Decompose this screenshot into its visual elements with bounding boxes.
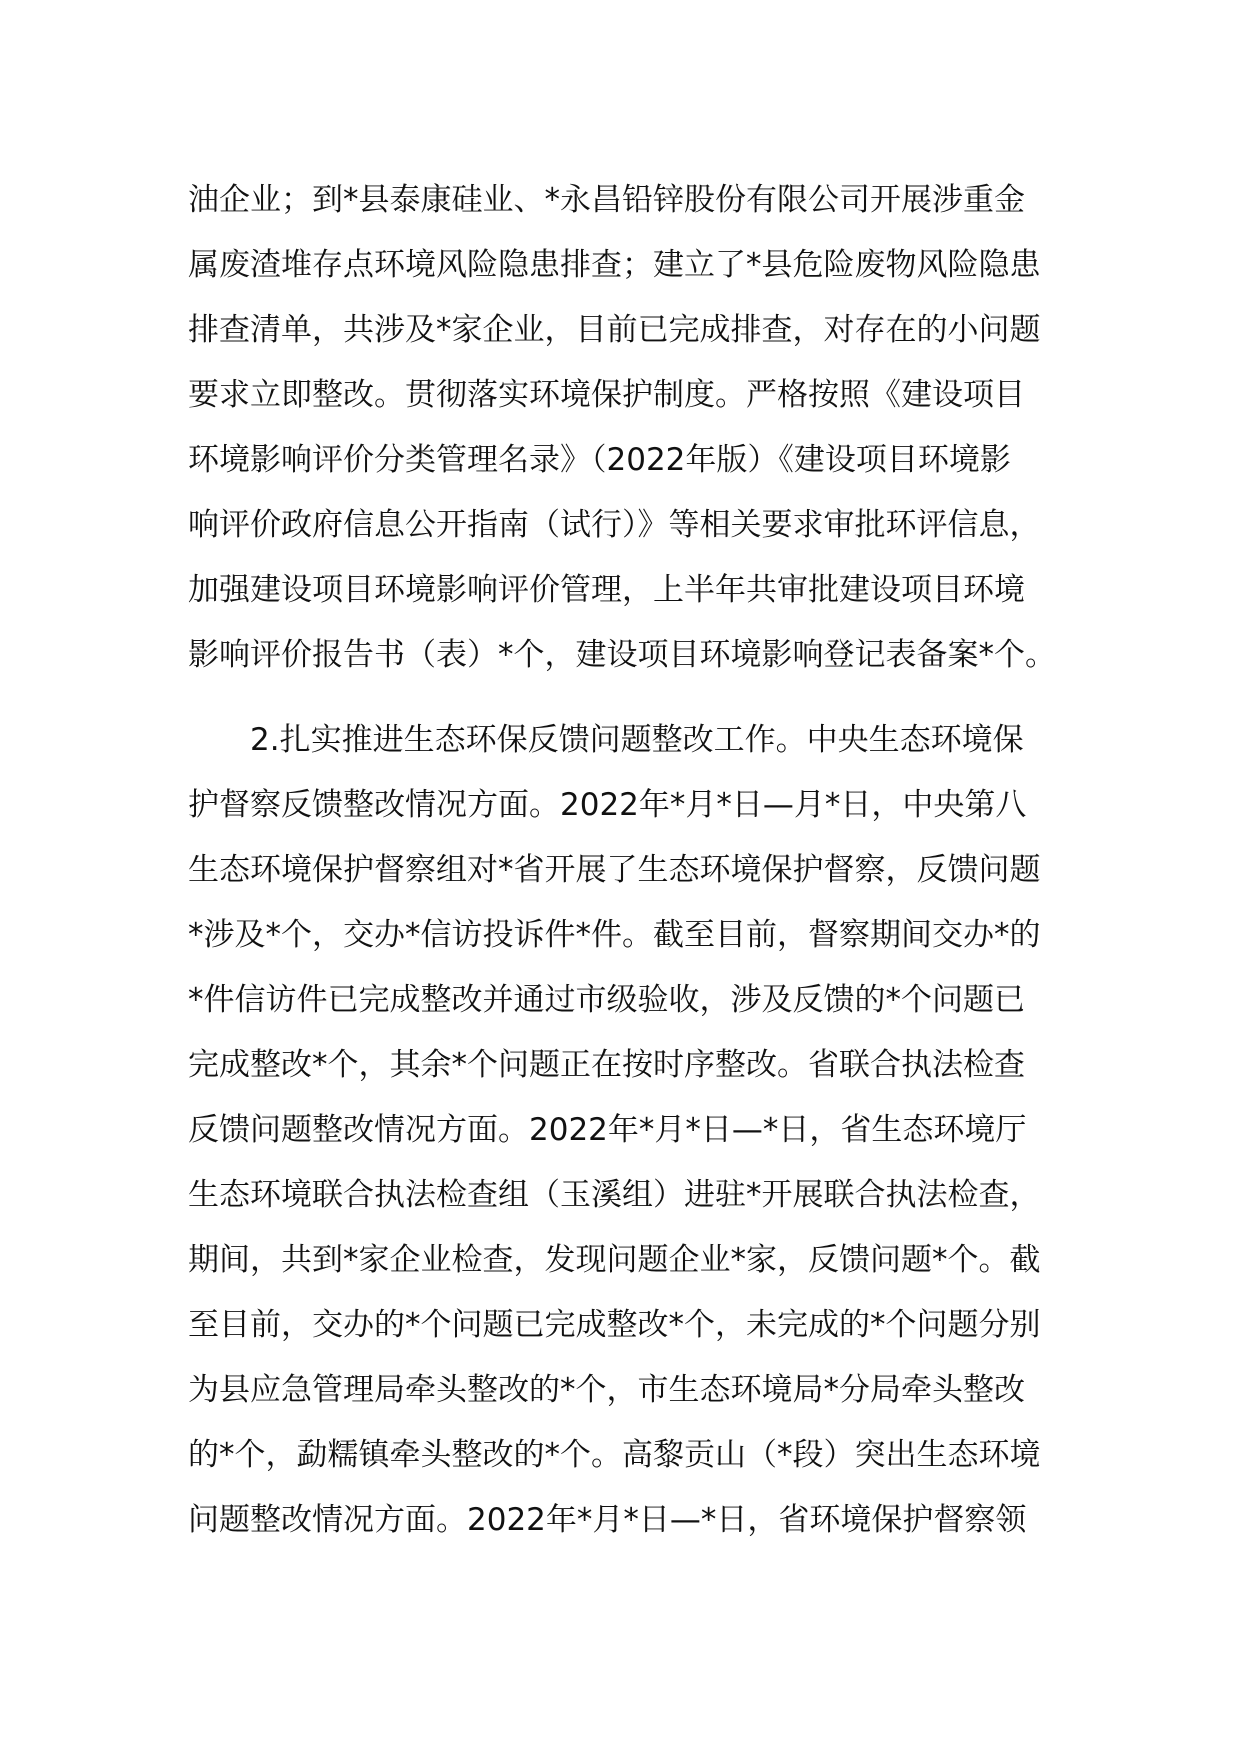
text-line: 问题整改情况方面。2022年*月*日—*日，省环境保护督察领 (188, 1502, 1027, 1538)
paragraph-spacing (188, 688, 1068, 708)
text-line: 加强建设项目环境影响评价管理，上半年共审批建设项目环境 (188, 572, 1025, 608)
text-line: 排查清单，共涉及*家企业，目前已完成排查，对存在的小问题 (188, 312, 1041, 348)
text-line: 完成整改*个，其余*个问题正在按时序整改。省联合执法检查 (188, 1047, 1025, 1083)
text-line: 期间，共到*家企业检查，发现问题企业*家，反馈问题*个。截 (188, 1242, 1041, 1278)
text-line: 影响评价报告书（表）*个，建设项目环境影响登记表备案*个。 (188, 637, 1056, 673)
text-line: 护督察反馈整改情况方面。2022年*月*日—月*日，中央第八 (188, 787, 1027, 823)
text-line: 为县应急管理局牵头整改的*个，市生态环境局*分局牵头整改 (188, 1372, 1025, 1408)
text-line: 的*个，勐糯镇牵头整改的*个。高黎贡山（*段）突出生态环境 (188, 1437, 1041, 1473)
text-line: 反馈问题整改情况方面。2022年*月*日—*日，省生态环境厅 (188, 1112, 1027, 1148)
text-line: 环境影响评价分类管理名录》（2022年版）《建设项目环境影 (188, 442, 1011, 478)
text-line: 生态环境保护督察组对*省开展了生态环境保护督察，反馈问题 (188, 852, 1041, 888)
text-line-first-indented: 2.扎实推进生态环保反馈问题整改工作。中央生态环境保 (250, 722, 1024, 758)
text-line: 要求立即整改。贯彻落实环境保护制度。严格按照《建设项目 (188, 377, 1025, 413)
text-line: 响评价政府信息公开指南（试行）》等相关要求审批环评信息， (188, 507, 1041, 543)
text-line: 油企业；到*县泰康硅业、*永昌铅锌股份有限公司开展涉重金 (188, 182, 1025, 218)
text-line: 至目前，交办的*个问题已完成整改*个，未完成的*个问题分别 (188, 1307, 1041, 1343)
text-line: 生态环境联合执法检查组（玉溪组）进驻*开展联合执法检查， (188, 1177, 1041, 1213)
text-line: *件信访件已完成整改并通过市级验收，涉及反馈的*个问题已 (188, 982, 1025, 1018)
text-line: *涉及*个，交办*信访投诉件*件。截至目前，督察期间交办*的 (188, 917, 1041, 953)
text-line: 属废渣堆存点环境风险隐患排查；建立了*县危险废物风险隐患 (188, 247, 1041, 283)
paragraph-1 (188, 168, 1068, 688)
paragraph-2 (188, 708, 1068, 1553)
document-body (188, 168, 1068, 1553)
